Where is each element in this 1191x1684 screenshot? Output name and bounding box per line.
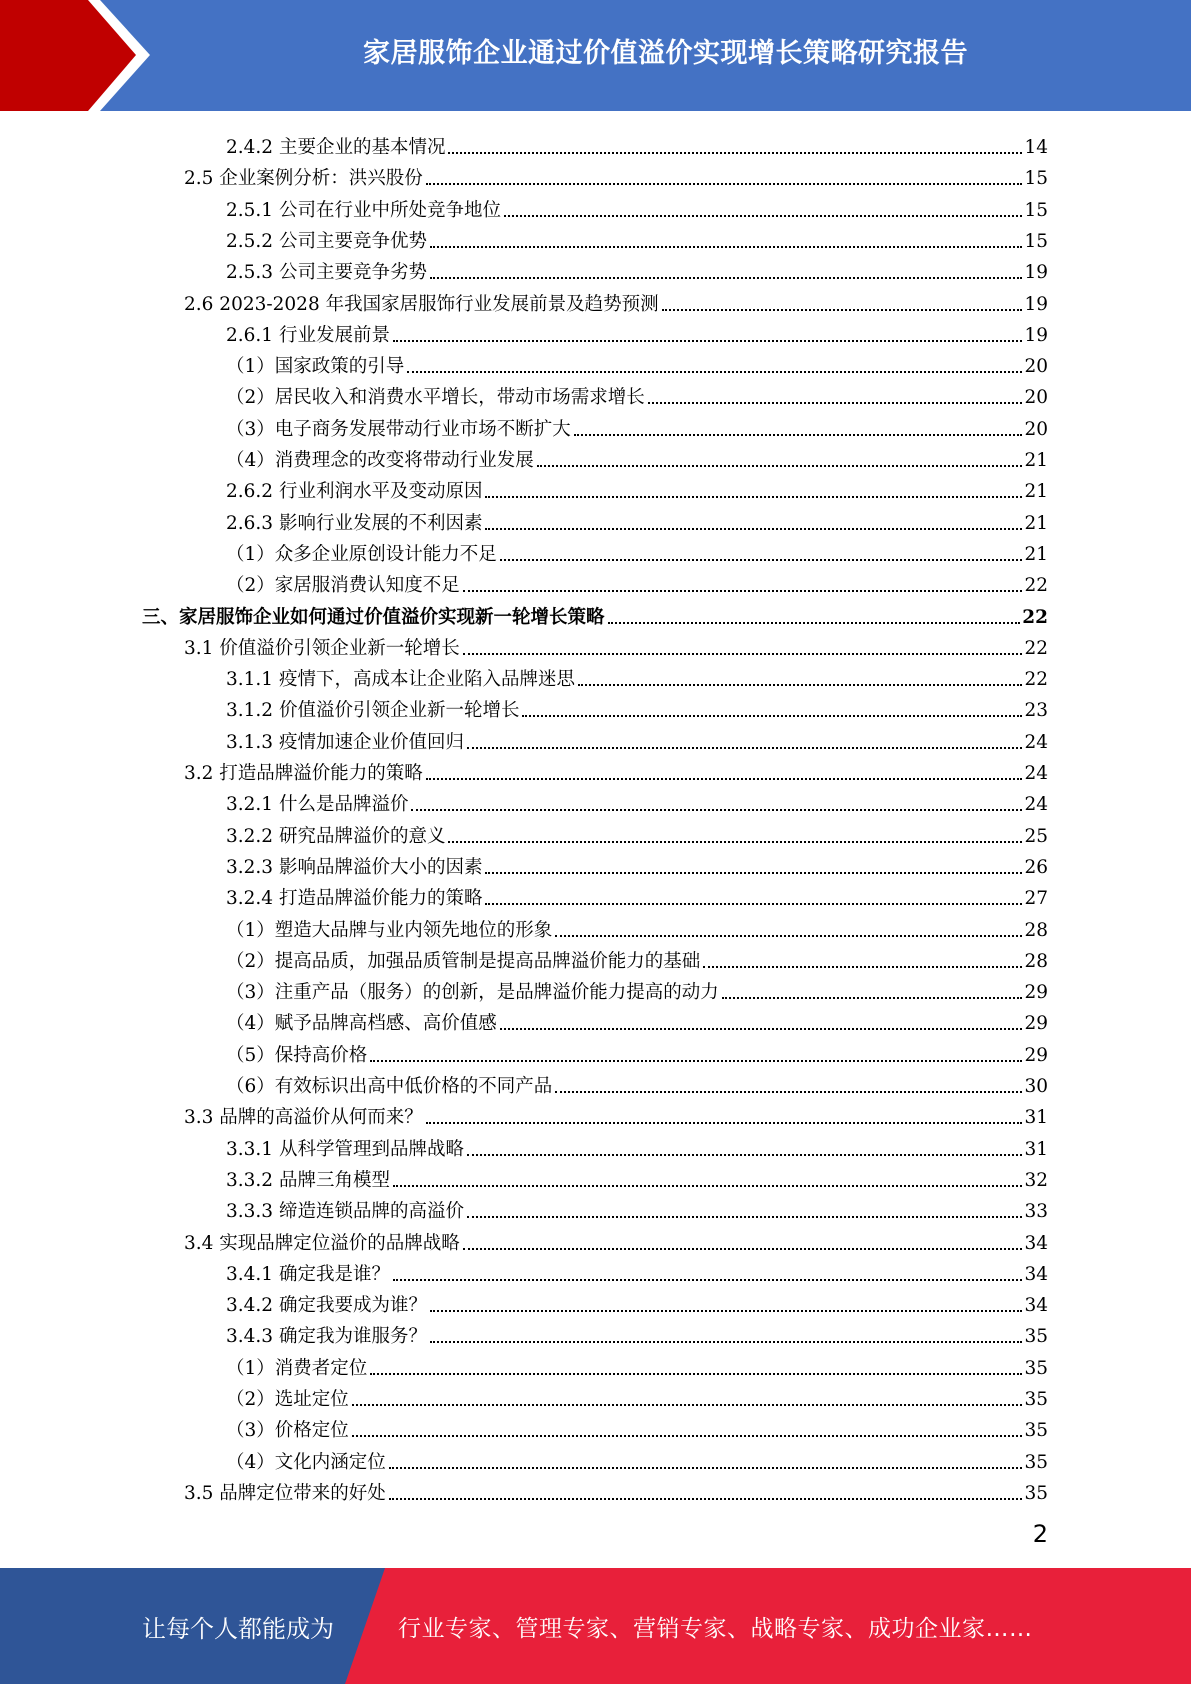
toc-entry-title: 3.2.1 什么是品牌溢价 <box>226 794 409 816</box>
toc-dot-leader <box>578 684 1022 686</box>
toc-entry[interactable] <box>226 1067 1048 1098</box>
toc-dot-leader <box>467 747 1022 749</box>
toc-entry-title: （1）众多企业原创设计能力不足 <box>226 543 497 565</box>
toc-entry-title: （2）选址定位 <box>226 1389 349 1410</box>
toc-entry-title: （3）价格定位 <box>226 1420 349 1442</box>
toc-dot-leader <box>608 622 1021 624</box>
toc-entry[interactable] <box>226 191 1048 222</box>
toc-dot-leader <box>485 872 1022 874</box>
toc-entry[interactable] <box>226 441 1048 472</box>
toc-entry-page: 24 <box>1024 763 1048 784</box>
toc-entry[interactable] <box>226 1192 1048 1223</box>
toc-entry-page: 21 <box>1024 481 1048 503</box>
toc-entry-page: 35 <box>1024 1420 1048 1442</box>
toc-dot-leader <box>574 434 1023 436</box>
toc-entry-title: 2.4.2 主要企业的基本情况 <box>226 137 446 158</box>
toc-entry-title: （1）消费者定位 <box>226 1357 368 1379</box>
toc-entry[interactable] <box>226 128 1048 159</box>
toc-entry[interactable] <box>226 1255 1048 1286</box>
toc-entry-page: 20 <box>1024 356 1048 378</box>
toc-entry-page: 35 <box>1024 1482 1048 1504</box>
toc-entry-title: 3.2 打造品牌溢价能力的策略 <box>184 763 423 784</box>
toc-entry-page: 21 <box>1024 450 1048 471</box>
toc-dot-leader <box>555 1091 1022 1093</box>
toc-entry-page: 22 <box>1024 669 1048 691</box>
footer-slogan-left: 让每个人都能成为 <box>142 1614 334 1643</box>
toc-entry-page: 21 <box>1024 512 1048 534</box>
toc-entry-title: （2）家居服消费认知度不足 <box>226 575 460 597</box>
toc-dot-leader <box>485 528 1022 530</box>
toc-dot-leader <box>467 1154 1022 1156</box>
toc-entry-page: 21 <box>1024 543 1048 565</box>
toc-entry[interactable] <box>226 316 1048 347</box>
toc-entry[interactable] <box>226 1317 1048 1348</box>
toc-entry-title: 2.6.1 行业发展前景 <box>226 324 390 346</box>
toc-entry-page: 19 <box>1024 293 1048 315</box>
toc-dot-leader <box>426 778 1023 780</box>
toc-entry-title: 3.3.1 从科学管理到品牌战略 <box>226 1138 464 1160</box>
toc-entry-title: 2.5.3 公司主要竞争劣势 <box>226 262 427 284</box>
toc-dot-leader <box>463 653 1023 655</box>
toc-dot-leader <box>352 1435 1023 1437</box>
toc-entry-title: 3.2.2 研究品牌溢价的意义 <box>226 825 446 847</box>
toc-dot-leader <box>430 277 1022 279</box>
toc-entry-title: 3.5 品牌定位带来的好处 <box>184 1482 386 1504</box>
toc-dot-leader <box>393 1185 1022 1187</box>
toc-dot-leader <box>500 559 1023 561</box>
toc-entry[interactable] <box>226 973 1048 1004</box>
toc-entry-page: 33 <box>1024 1201 1048 1223</box>
page-number: 2 <box>1032 1520 1048 1548</box>
toc-entry-page: 28 <box>1024 950 1048 972</box>
toc-dot-leader <box>648 402 1023 404</box>
toc-entry[interactable] <box>184 1098 1048 1129</box>
toc-entry-page: 30 <box>1024 1076 1048 1097</box>
toc-entry[interactable] <box>226 1380 1048 1411</box>
toc-entry-page: 26 <box>1024 856 1048 878</box>
toc-entry-title: （1）国家政策的引导 <box>226 356 405 378</box>
toc-dot-leader <box>448 841 1022 843</box>
toc-entry-title: 2.6.2 行业利润水平及变动原因 <box>226 481 483 503</box>
toc-entry-page: 15 <box>1024 168 1048 190</box>
toc-entry-title: （2）提高品质，加强品质管制是提高品牌溢价能力的基础 <box>226 950 701 972</box>
toc-dot-leader <box>411 809 1022 811</box>
toc-entry[interactable] <box>226 535 1048 566</box>
toc-entry-title: （6）有效标识出高中低价格的不同产品 <box>226 1076 553 1097</box>
toc-entry[interactable] <box>184 629 1048 660</box>
toc-dot-leader <box>393 1279 1022 1281</box>
toc-entry[interactable] <box>226 691 1048 722</box>
toc-entry[interactable] <box>142 598 1048 629</box>
toc-entry-page: 35 <box>1024 1326 1048 1348</box>
toc-dot-leader <box>448 152 1022 154</box>
toc-entry[interactable] <box>226 1349 1048 1380</box>
toc-dot-leader <box>389 1498 1023 1500</box>
toc-entry[interactable] <box>226 378 1048 409</box>
toc-entry-title: 三、家居服饰企业如何通过价值溢价实现新一轮增长策略 <box>142 606 605 628</box>
footer-slogan-right: 行业专家、管理专家、营销专家、战略专家、成功企业家…… <box>398 1615 1033 1642</box>
toc-entry[interactable] <box>226 1411 1048 1442</box>
toc-entry[interactable] <box>226 504 1048 535</box>
toc-entry-title: 3.1.1 疫情下，高成本让企业陷入品牌迷思 <box>226 669 575 691</box>
toc-dot-leader <box>370 1373 1022 1375</box>
toc-entry-title: 3.4.1 确定我是谁？ <box>226 1263 390 1285</box>
toc-dot-leader <box>352 1404 1023 1406</box>
toc-dot-leader <box>463 590 1023 592</box>
toc-entry-page: 22 <box>1022 606 1048 628</box>
toc-dot-leader <box>703 966 1022 968</box>
toc-entry-title: 3.1.3 疫情加速企业价值回归 <box>226 731 464 753</box>
toc-entry-title: 3.3.3 缔造连锁品牌的高溢价 <box>226 1201 464 1223</box>
toc-dot-leader <box>467 1216 1022 1218</box>
toc-entry-title: 2.5 企业案例分析：洪兴股份 <box>184 168 423 190</box>
toc-entry-title: 2.5.2 公司主要竞争优势 <box>226 230 427 252</box>
toc-entry-title: 3.4 实现品牌定位溢价的品牌战略 <box>184 1232 460 1254</box>
toc-dot-leader <box>722 997 1023 999</box>
toc-dot-leader <box>407 371 1022 373</box>
toc-entry[interactable] <box>226 879 1048 910</box>
toc-entry-title: 3.2.4 打造品牌溢价能力的策略 <box>226 888 483 910</box>
toc-entry-title: 3.3.2 品牌三角模型 <box>226 1169 390 1191</box>
toc-dot-leader <box>463 1248 1023 1250</box>
toc-dot-leader <box>370 1060 1022 1062</box>
toc-entry[interactable] <box>184 1474 1048 1505</box>
toc-entry-title: 3.3 品牌的高溢价从何而来？ <box>184 1107 423 1129</box>
page-header <box>0 0 1191 111</box>
toc-entry-page: 19 <box>1024 262 1048 284</box>
toc-entry[interactable] <box>226 222 1048 253</box>
toc-entry-page: 24 <box>1024 731 1048 753</box>
toc-entry-page: 29 <box>1024 1013 1048 1035</box>
toc-dot-leader <box>426 1122 1023 1124</box>
toc-entry[interactable] <box>226 848 1048 879</box>
toc-dot-leader <box>485 903 1022 905</box>
toc-entry-title: （2）居民收入和消费水平增长，带动市场需求增长 <box>226 387 645 409</box>
toc-entry-page: 34 <box>1024 1295 1048 1317</box>
toc-entry-page: 20 <box>1024 387 1048 409</box>
toc-entry[interactable] <box>184 1224 1048 1255</box>
toc-dot-leader <box>504 215 1022 217</box>
toc-entry[interactable] <box>226 1036 1048 1067</box>
toc-entry[interactable] <box>226 817 1048 848</box>
toc-entry-page: 28 <box>1024 919 1048 941</box>
toc-entry[interactable] <box>184 159 1048 190</box>
toc-entry[interactable] <box>226 1004 1048 1035</box>
toc-entry-page: 32 <box>1024 1169 1048 1191</box>
toc-entry-title: 2.5.1 公司在行业中所处竞争地位 <box>226 199 501 221</box>
toc-dot-leader <box>426 183 1023 185</box>
toc-entry[interactable] <box>226 410 1048 441</box>
toc-entry-page: 22 <box>1024 575 1048 597</box>
toc-entry-title: （4）消费理念的改变将带动行业发展 <box>226 450 534 471</box>
toc-dot-leader <box>485 496 1022 498</box>
toc-dot-leader <box>389 1467 1023 1469</box>
toc-dot-leader <box>500 1028 1023 1030</box>
toc-dot-leader <box>662 309 1023 311</box>
toc-entry[interactable] <box>226 472 1048 503</box>
toc-entry-page: 20 <box>1024 418 1048 440</box>
toc-entry[interactable] <box>226 942 1048 973</box>
toc-dot-leader <box>555 935 1022 937</box>
toc-entry[interactable] <box>226 1161 1048 1192</box>
toc-entry[interactable] <box>184 754 1048 785</box>
toc-entry-title: 3.2.3 影响品牌溢价大小的因素 <box>226 856 483 878</box>
toc-entry-page: 35 <box>1024 1357 1048 1379</box>
toc-entry[interactable] <box>184 285 1048 316</box>
toc-entry-title: 3.4.2 确定我要成为谁？ <box>226 1295 427 1317</box>
report-title: 家居服饰企业通过价值溢价实现增长策略研究报告 <box>363 37 968 69</box>
toc-entry-page: 24 <box>1024 794 1048 816</box>
toc-entry-page: 14 <box>1024 137 1048 158</box>
toc-entry[interactable] <box>226 566 1048 597</box>
toc-entry-page: 22 <box>1024 637 1048 659</box>
page-footer <box>0 1568 1191 1684</box>
toc-entry-title: 2.6.3 影响行业发展的不利因素 <box>226 512 483 534</box>
toc-entry-page: 27 <box>1024 888 1048 910</box>
toc-entry-page: 29 <box>1024 982 1048 1004</box>
toc-entry[interactable] <box>226 1286 1048 1317</box>
toc-entry-title: （3）电子商务发展带动行业市场不断扩大 <box>226 418 571 440</box>
toc-entry[interactable] <box>226 1130 1048 1161</box>
toc-entry[interactable] <box>226 660 1048 691</box>
toc-entry[interactable] <box>226 253 1048 284</box>
toc-entry-page: 34 <box>1024 1263 1048 1285</box>
toc-entry-page: 34 <box>1024 1232 1048 1254</box>
toc-dot-leader <box>393 340 1022 342</box>
toc-entry-page: 31 <box>1024 1138 1048 1160</box>
header-arrow-decoration <box>0 0 160 111</box>
toc-entry-page: 35 <box>1024 1389 1048 1410</box>
toc-entry-page: 29 <box>1024 1044 1048 1066</box>
toc-entry-title: （4）赋予品牌高档感、高价值感 <box>226 1013 497 1035</box>
toc-entry-title: 3.1.2 价值溢价引领企业新一轮增长 <box>226 700 520 722</box>
toc-entry-title: （4）文化内涵定位 <box>226 1451 386 1473</box>
toc-dot-leader <box>430 1310 1022 1312</box>
toc-entry-page: 25 <box>1024 825 1048 847</box>
toc-dot-leader <box>430 1341 1022 1343</box>
toc-entry-title: 2.6 2023-2028 年我国家居服饰行业发展前景及趋势预测 <box>184 293 659 315</box>
toc-entry[interactable] <box>226 723 1048 754</box>
toc-entry-page: 19 <box>1024 324 1048 346</box>
toc-entry-title: 3.4.3 确定我为谁服务？ <box>226 1326 427 1348</box>
toc-entry-page: 15 <box>1024 199 1048 221</box>
toc-entry-page: 31 <box>1024 1107 1048 1129</box>
toc-dot-leader <box>522 715 1022 717</box>
toc-entry-page: 23 <box>1024 700 1048 722</box>
toc-entry-title: （5）保持高价格 <box>226 1044 368 1066</box>
toc-entry[interactable] <box>226 347 1048 378</box>
toc-entry-title: （3）注重产品（服务）的创新，是品牌溢价能力提高的动力 <box>226 982 719 1004</box>
toc-dot-leader <box>537 465 1023 467</box>
toc-entry[interactable] <box>226 1443 1048 1474</box>
toc-entry-title: （1）塑造大品牌与业内领先地位的形象 <box>226 919 553 941</box>
toc-entry[interactable] <box>226 785 1048 816</box>
toc-entry-page: 35 <box>1024 1451 1048 1473</box>
toc-entry[interactable] <box>226 911 1048 942</box>
toc-entry-title: 3.1 价值溢价引领企业新一轮增长 <box>184 637 460 659</box>
toc-dot-leader <box>430 246 1022 248</box>
toc-entry-page: 15 <box>1024 230 1048 252</box>
